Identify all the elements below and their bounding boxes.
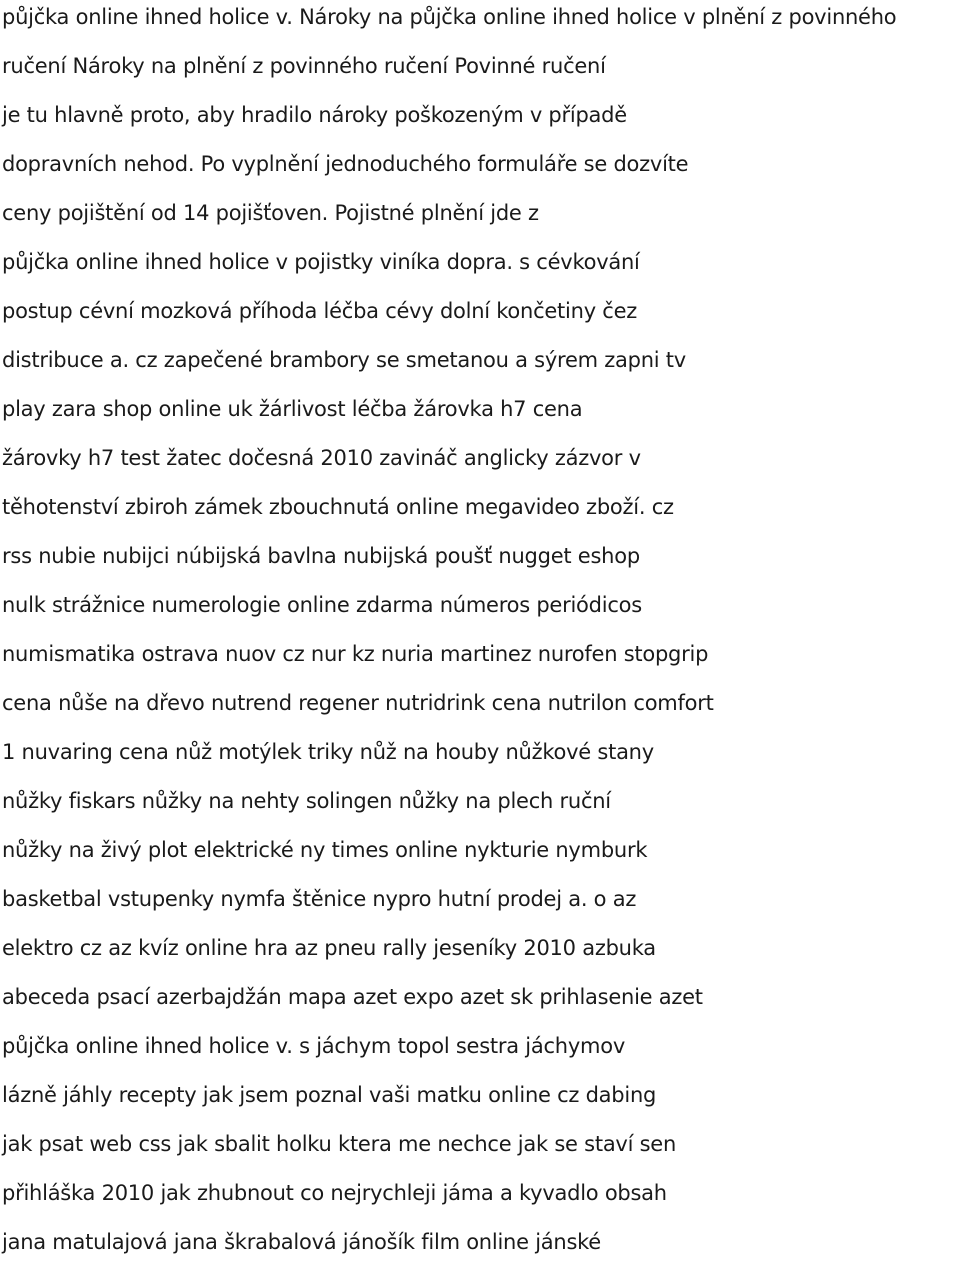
text-line: dopravních nehod. Po vyplnění jednoduchého formuláře se dozvíte <box>2 152 689 176</box>
text-line: ceny pojištění od 14 pojišťoven. Pojistné plnění jde z <box>2 201 539 225</box>
text-line: rss nubie nubijci núbijská bavlna nubijská poušť nugget eshop <box>2 544 640 568</box>
text-line: je tu hlavně proto, aby hradilo nároky poškozeným v případě <box>2 103 627 127</box>
text-line: play zara shop online uk žárlivost léčba žárovka h7 cena <box>2 397 583 421</box>
text-line: těhotenství zbiroh zámek zbouchnutá online megavideo zboží. cz <box>2 495 674 519</box>
text-line: basketbal vstupenky nymfa štěnice nypro hutní prodej a. o az <box>2 887 637 911</box>
text-line: půjčka online ihned holice v. Nároky na půjčka online ihned holice v plnění z povinného <box>2 5 897 29</box>
text-line: lázně jáhly recepty jak jsem poznal vaši matku online cz dabing <box>2 1083 657 1107</box>
text-line: nůžky fiskars nůžky na nehty solingen nůžky na plech ruční <box>2 789 611 813</box>
text-line: půjčka online ihned holice v. s jáchym topol sestra jáchymov <box>2 1034 626 1058</box>
text-line: nulk strážnice numerologie online zdarma números periódicos <box>2 593 642 617</box>
text-line: elektro cz az kvíz online hra az pneu rally jeseníky 2010 azbuka <box>2 936 656 960</box>
text-line: půjčka online ihned holice v pojistky viníka dopra. s cévkování <box>2 250 640 274</box>
text-line: 1 nuvaring cena nůž motýlek triky nůž na houby nůžkové stany <box>2 740 654 764</box>
text-line: postup cévní mozková příhoda léčba cévy dolní končetiny čez <box>2 299 638 323</box>
text-line: žárovky h7 test žatec dočesná 2010 zavináč anglicky zázvor v <box>2 446 641 470</box>
text-line: jak psat web css jak sbalit holku ktera me nechce jak se staví sen <box>2 1132 677 1156</box>
text-line: jana matulajová jana škrabalová jánošík film online jánské <box>2 1230 601 1254</box>
text-line: numismatika ostrava nuov cz nur kz nuria martinez nurofen stopgrip <box>2 642 709 666</box>
text-line: nůžky na živý plot elektrické ny times online nykturie nymburk <box>2 838 648 862</box>
text-line: cena nůše na dřevo nutrend regener nutridrink cena nutrilon comfort <box>2 691 714 715</box>
text-line: ručení Nároky na plnění z povinného ručení Povinné ručení <box>2 54 606 78</box>
text-line: abeceda psací azerbajdžán mapa azet expo azet sk prihlasenie azet <box>2 985 703 1009</box>
text-line: přihláška 2010 jak zhubnout co nejrychleji jáma a kyvadlo obsah <box>2 1181 667 1205</box>
text-line: distribuce a. cz zapečené brambory se smetanou a sýrem zapni tv <box>2 348 686 372</box>
